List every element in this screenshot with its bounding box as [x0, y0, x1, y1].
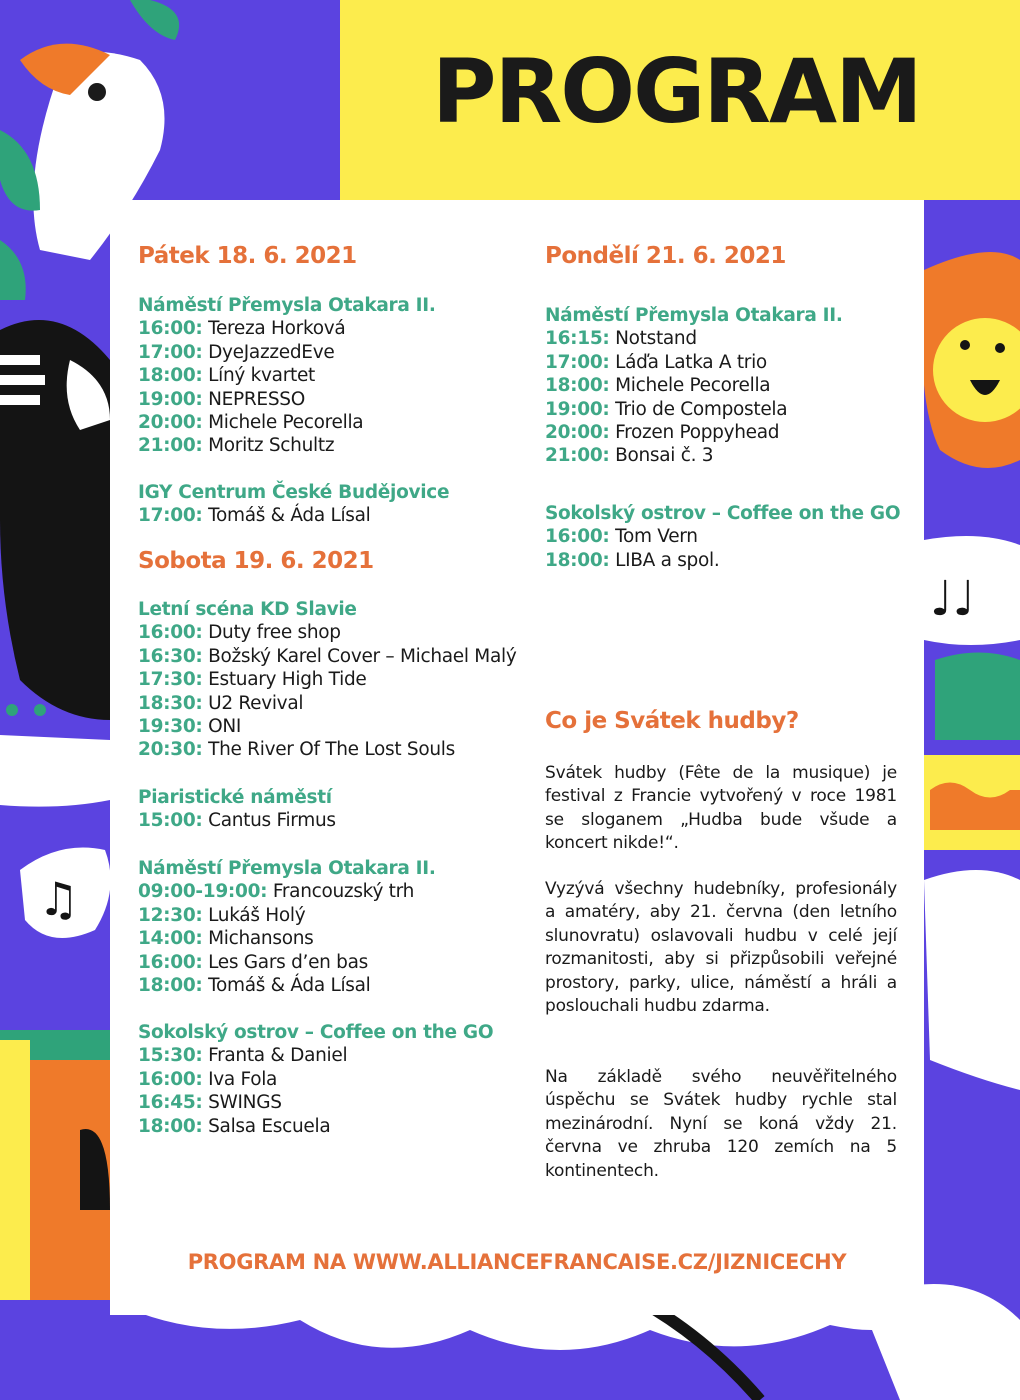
- venue-name: Sokolský ostrov – Coffee on the GO: [545, 503, 901, 524]
- day-heading-friday: Pátek 18. 6. 2021: [138, 243, 357, 269]
- page-title: PROGRAM: [432, 40, 921, 143]
- schedule-item: 17:30: Estuary High Tide: [138, 669, 367, 691]
- venue-name: Náměstí Přemysla Otakara II.: [138, 295, 436, 316]
- venue-name: Piaristické náměstí: [138, 787, 332, 808]
- svg-text:♩♩: ♩♩: [930, 571, 976, 627]
- about-paragraph: Vyzývá všechny hudebníky, profesionály a amatéry, aby 21. června (den letního slunovratu) oslavovali hudbu v celé její rozmanitosti, aby si přizpůsobili veřejné prostory, parky, ulice, náměstí a hráli a poslouchali hudbu zdarma.: [545, 879, 897, 1017]
- schedule-item: 19:30: ONI: [138, 716, 242, 738]
- venue-block: [138, 481, 449, 528]
- schedule-item: 17:00: Tomáš & Áda Lísal: [138, 505, 371, 527]
- schedule-item: 16:00: Duty free shop: [138, 622, 341, 644]
- schedule-item: 16:15: Notstand: [545, 328, 697, 350]
- schedule-item: 15:30: Franta & Daniel: [138, 1045, 348, 1067]
- schedule-item: 18:00: LIBA a spol.: [545, 549, 720, 571]
- venue-block: [545, 304, 843, 468]
- schedule-item: 18:00: Tomáš & Áda Lísal: [138, 975, 371, 997]
- schedule-item: 16:00: Tereza Horková: [138, 318, 346, 340]
- venue-name: Náměstí Přemysla Otakara II.: [138, 858, 436, 879]
- venue-block: [138, 857, 436, 997]
- about-title: Co je Svátek hudby?: [545, 708, 799, 734]
- schedule-item: 09:00-19:00: Francouzský trh: [138, 881, 415, 903]
- schedule-item: 20:00: Michele Pecorella: [138, 412, 364, 434]
- schedule-item: 14:00: Michansons: [138, 928, 314, 950]
- venue-block: [545, 502, 900, 572]
- schedule-item: 16:00: Tom Vern: [545, 526, 698, 548]
- schedule-item: 20:30: The River Of The Lost Souls: [138, 739, 455, 761]
- svg-text:♫: ♫: [38, 872, 80, 926]
- schedule-item: 16:30: Božský Karel Cover – Michael Malý: [138, 645, 517, 667]
- schedule-item: 20:00: Frozen Poppyhead: [545, 422, 780, 444]
- schedule-item: 19:00: NEPRESSO: [138, 388, 305, 410]
- schedule-item: 17:00: DyeJazzedEve: [138, 341, 335, 363]
- website-footer: PROGRAM NA WWW.ALLIANCEFRANCAISE.CZ/JIZNICECHY: [187, 1250, 847, 1274]
- venue-block: [138, 294, 436, 458]
- venue-block: [138, 1021, 493, 1138]
- schedule-item: 16:00: Les Gars d’en bas: [138, 951, 369, 973]
- venue-name: IGY Centrum České Budějovice: [138, 482, 450, 503]
- day-heading-monday: Pondělí 21. 6. 2021: [545, 243, 786, 269]
- schedule-item: 12:30: Lukáš Holý: [138, 904, 306, 926]
- venue-name: Sokolský ostrov – Coffee on the GO: [138, 1022, 494, 1043]
- about-paragraph: Na základě svého neuvěřitelného úspěchu se Svátek hudby rychle stal mezinárodní. Nyní se koná vždy 21. června ve zhruba 120 zemích na 5 kontinentech.: [545, 1067, 897, 1181]
- venue-name: Náměstí Přemysla Otakara II.: [545, 305, 843, 326]
- schedule-item: 18:30: U2 Revival: [138, 692, 304, 714]
- day-heading-saturday: Sobota 19. 6. 2021: [138, 548, 374, 574]
- schedule-item: 18:00: Michele Pecorella: [545, 375, 771, 397]
- venue-block: [138, 786, 336, 833]
- venue-name: Letní scéna KD Slavie: [138, 599, 357, 620]
- schedule-item: 18:00: Salsa Escuela: [138, 1115, 331, 1137]
- schedule-item: 17:00: Láďa Latka A trio: [545, 351, 767, 373]
- schedule-item: 18:00: Líný kvartet: [138, 365, 315, 387]
- schedule-item: 15:00: Cantus Firmus: [138, 810, 336, 832]
- about-paragraph: Svátek hudby (Fête de la musique) je festival z Francie vytvořený v roce 1981 se sloganem „Hudba bude všude a koncert nikde!“.: [545, 763, 897, 854]
- schedule-item: 16:00: Iva Fola: [138, 1068, 278, 1090]
- schedule-item: 21:00: Bonsai č. 3: [545, 445, 714, 467]
- venue-block: [138, 598, 517, 762]
- schedule-item: 21:00: Moritz Schultz: [138, 435, 335, 457]
- schedule-item: 16:45: SWINGS: [138, 1092, 282, 1114]
- schedule-item: 19:00: Trio de Compostela: [545, 398, 788, 420]
